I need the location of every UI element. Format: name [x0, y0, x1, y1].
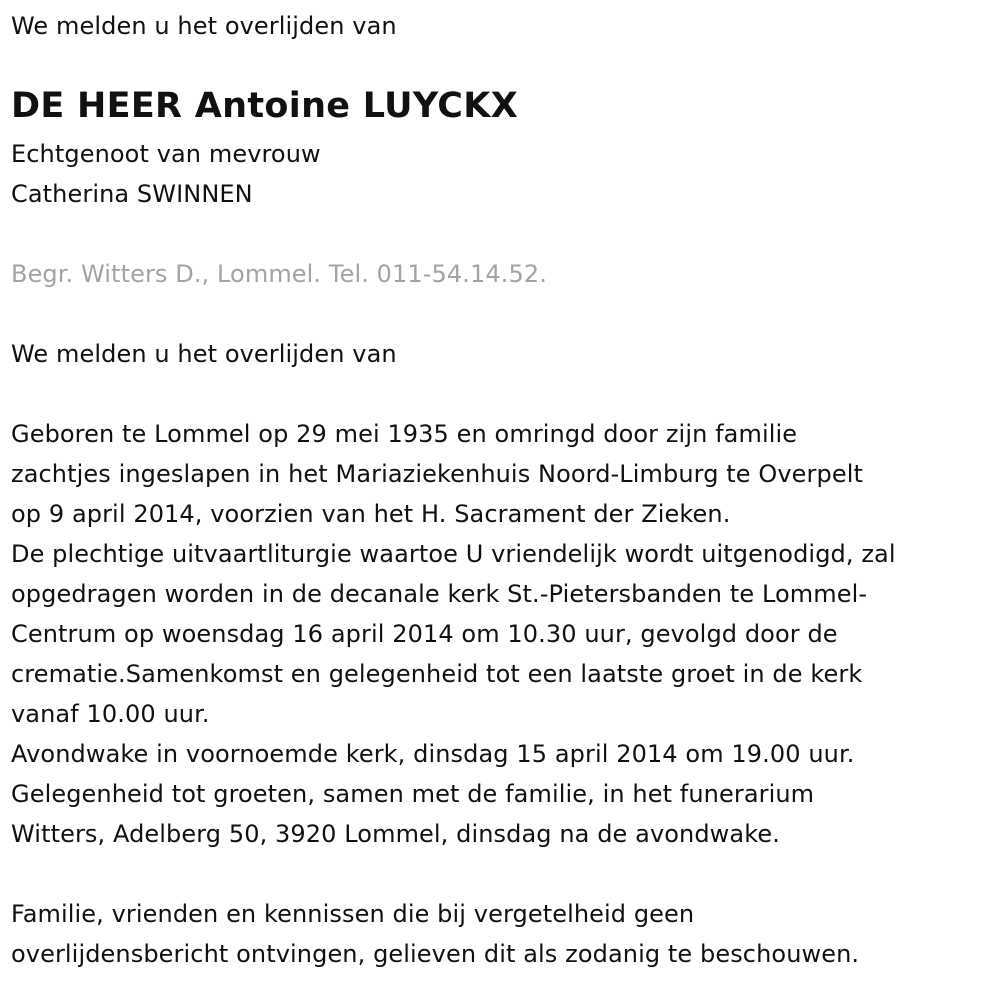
intro-text: We melden u het overlijden van: [11, 12, 397, 40]
undertaker-info: Begr. Witters D., Lommel. Tel. 011-54.14.52.: [11, 260, 547, 288]
body-line: Gelegenheid tot groeten, samen met de familie, in het funerarium: [11, 780, 815, 808]
body-line: Geboren te Lommel op 29 mei 1935 en omringd door zijn familie: [11, 420, 798, 448]
spouse-line: Catherina SWINNEN: [11, 180, 253, 208]
body-line: De plechtige uitvaartliturgie waartoe U vriendelijk wordt uitgenodigd, zal: [11, 540, 896, 568]
body-line: Witters, Adelberg 50, 3920 Lommel, dinsdag na de avondwake.: [11, 820, 780, 848]
body-line: zachtjes ingeslapen in het Mariaziekenhuis Noord-Limburg te Overpelt: [11, 460, 863, 488]
spouse-block: [11, 134, 321, 214]
body-line: vanaf 10.00 uur.: [11, 700, 210, 728]
deceased-name: DE HEER Antoine LUYCKX: [11, 86, 518, 126]
body-line: Avondwake in voornoemde kerk, dinsdag 15 april 2014 om 19.00 uur.: [11, 740, 855, 768]
body-line: Centrum op woensdag 16 april 2014 om 10.30 uur, gevolgd door de: [11, 620, 838, 648]
closing-line: Familie, vrienden en kennissen die bij vergetelheid geen: [11, 900, 695, 928]
closing-line: overlijdensbericht ontvingen, gelieven dit als zodanig te beschouwen.: [11, 940, 860, 968]
spouse-line: Echtgenoot van mevrouw: [11, 140, 321, 168]
notice-body: [11, 414, 896, 854]
intro-text-repeat: We melden u het overlijden van: [11, 340, 397, 368]
closing-note: [11, 894, 859, 974]
body-line: op 9 april 2014, voorzien van het H. Sacrament der Zieken.: [11, 500, 731, 528]
body-line: crematie.Samenkomst en gelegenheid tot een laatste groet in de kerk: [11, 660, 863, 688]
body-line: opgedragen worden in de decanale kerk St.-Pietersbanden te Lommel-: [11, 580, 868, 608]
